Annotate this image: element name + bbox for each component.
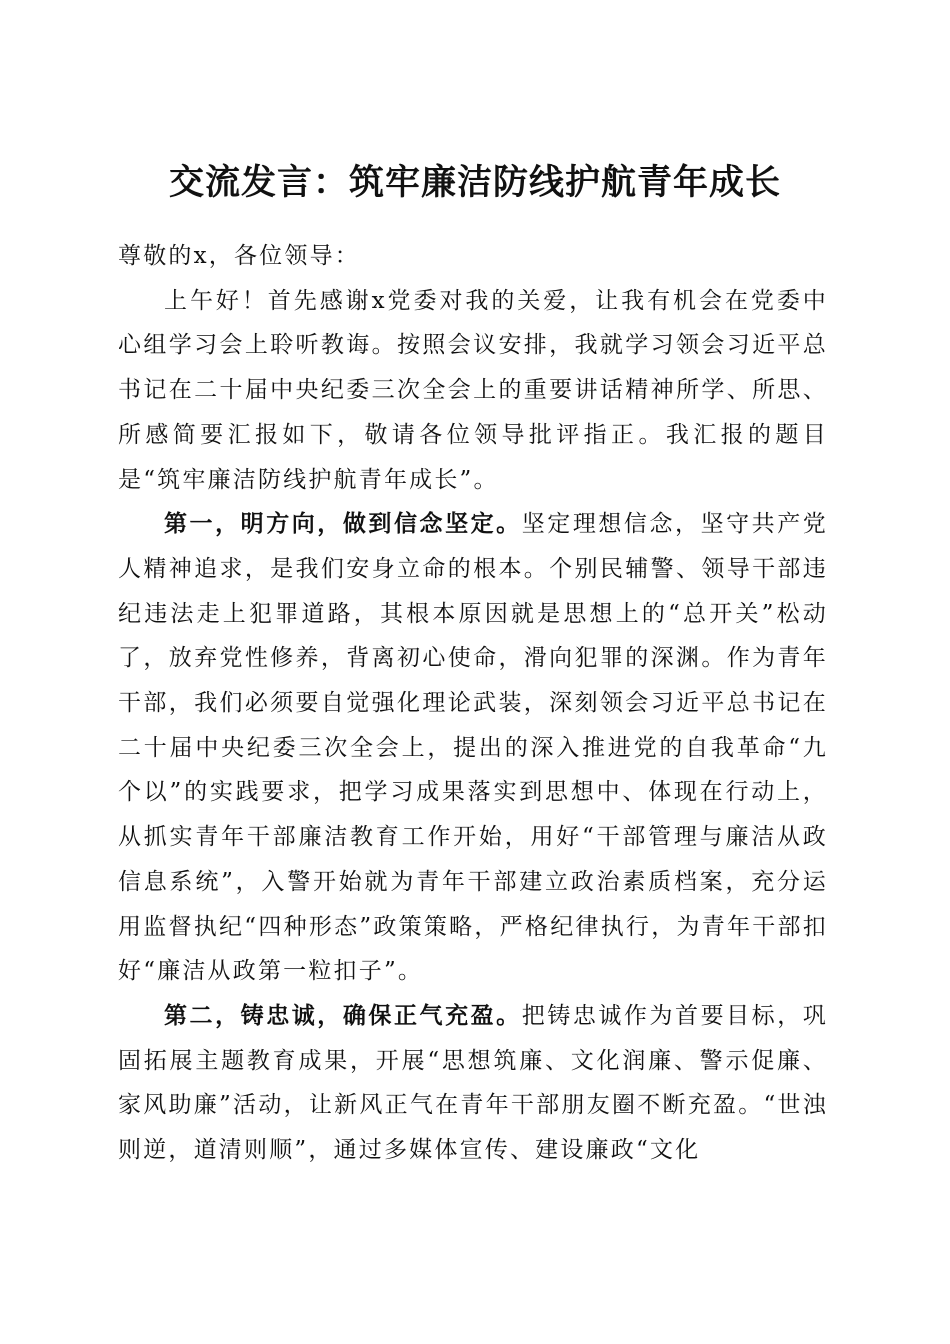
paragraph-point-two <box>118 994 828 1173</box>
paragraph-opening <box>118 279 828 503</box>
paragraph-text: 把铸忠诚作为首要目标，巩固拓展主题教育成果，开展“思想筑廉、文化润廉、警示促廉、家风助廉”活动，让新风正气在青年干部朋友圈不断充盈。“世浊则逆，道清则顺”，通过多媒体宣传、建设廉政“文化 <box>118 1002 828 1164</box>
paragraph-text: 上午好！首先感谢x党委对我的关爱，让我有机会在党委中心组学习会上聆听教诲。按照会议安排，我就学习领会习近平总书记在二十届中央纪委三次全会上的重要讲话精神所学、所思、所感简要汇报如下，敬请各位领导批评指正。我汇报的题目是“筑牢廉洁防线护航青年成长”。 <box>118 287 828 493</box>
paragraph-lead: 第一，明方向，做到信念坚定。 <box>164 510 522 538</box>
salutation: 尊敬的x，各位领导： <box>118 243 360 269</box>
paragraph-point-one <box>118 502 828 994</box>
paragraph-lead: 第二，铸忠诚，确保正气充盈。 <box>164 1001 522 1029</box>
paragraph-text: 坚定理想信念，坚守共产党人精神追求，是我们安身立命的根本。个别民辅警、领导干部违纪违法走上犯罪道路，其根本原因就是思想上的“总开关”松动了，放弃党性修养，背离初心使命，滑向犯罪的深渊。作为青年干部，我们必须要自觉强化理论武装，深刻领会习近平总书记在二十届中央纪委三次全会上，提出的深入推进党的自我革命“九个以”的实践要求，把学习成果落实到思想中、体现在行动上，从抓实青年干部廉洁教育工作开始，用好“干部管理与廉洁从政信息系统”，入警开始就为青年干部建立政治素质档案，充分运用监督执纪“四种形态”政策策略，严格纪律执行，为青年干部扣好“廉洁从政第一粒扣子”。 <box>118 511 828 985</box>
document-body <box>118 234 828 1173</box>
document-title: 交流发言：筑牢廉洁防线护航青年成长 <box>168 162 781 204</box>
